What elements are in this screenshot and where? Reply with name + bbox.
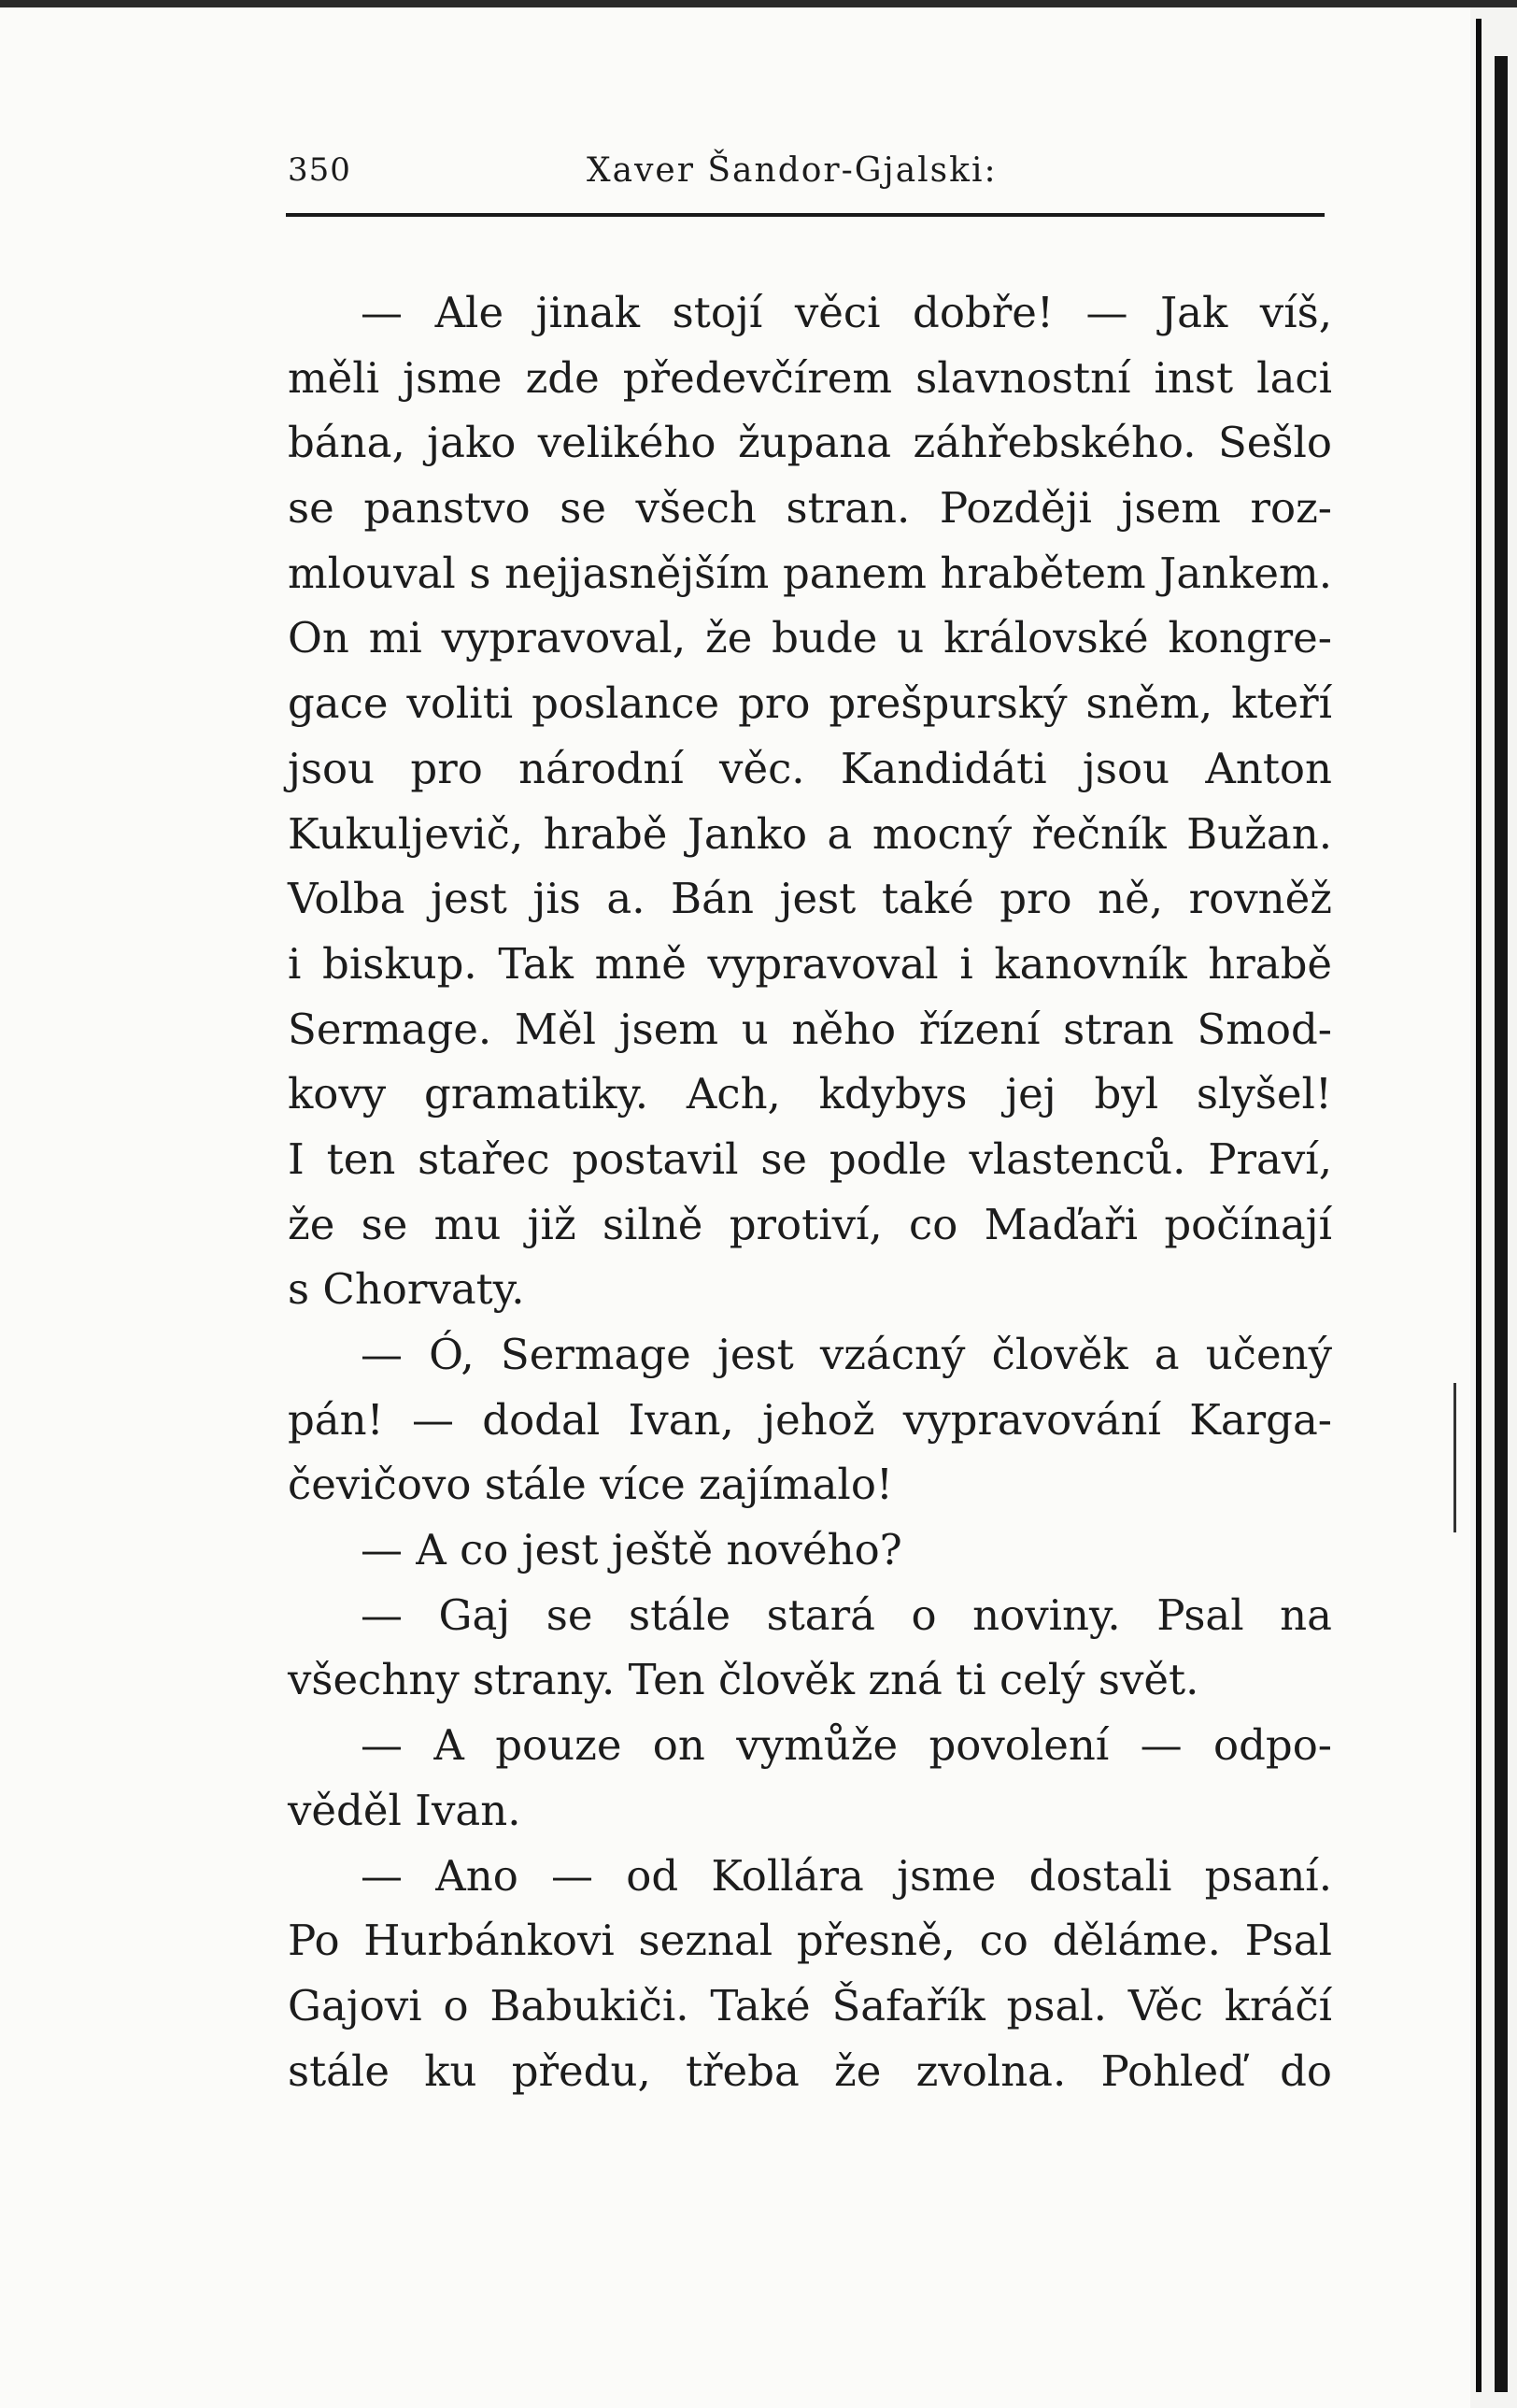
text-line: s Chorvaty. xyxy=(288,1264,525,1315)
text-line: kovy gramatiky. Ach, kdybys jej byl slyšel! xyxy=(288,1069,1332,1119)
text-line: bána, jako velikého župana záhřebského. Sešlo xyxy=(288,418,1332,468)
scan-border-top xyxy=(0,0,1517,7)
page-header xyxy=(288,151,1325,207)
text-line: měli jsme zde předevčírem slavnostní inst laci xyxy=(288,352,1332,403)
text-line: — Ano — od Kollára jsme dostali psaní. xyxy=(361,1850,1332,1901)
text-line: Volba jest jis a. Bán jest také pro ně, rovněž xyxy=(288,874,1332,924)
scan-border-right-inner xyxy=(1476,19,1482,2392)
text-line: Gajovi o Babukiči. Také Šafařík psal. Věc kráčí xyxy=(288,1980,1332,2030)
running-title: Xaver Šandor-Gjalski: xyxy=(587,151,998,190)
text-line: I ten stařec postavil se podle vlastenců. Praví, xyxy=(288,1133,1332,1184)
text-line: Sermage. Měl jsem u něho řízení stran Smod- xyxy=(288,1004,1332,1054)
text-line: Kukuljevič, hrabě Janko a mocný řečník Bužan. xyxy=(288,808,1332,859)
text-line: všechny strany. Ten člověk zná ti celý svět. xyxy=(288,1655,1199,1705)
text-line: — A pouze on vymůže povolení — odpo- xyxy=(361,1720,1332,1771)
text-line: jsou pro národní věc. Kandidáti jsou Anton xyxy=(288,743,1332,793)
text-line: věděl Ivan. xyxy=(288,1785,521,1835)
page-number: 350 xyxy=(288,151,351,189)
text-line: gace voliti poslance pro prešpurský sněm, kteří xyxy=(288,678,1332,729)
text-line: čevičovo stále více zajímalo! xyxy=(288,1460,893,1510)
text-line: — Gaj se stále stará o noviny. Psal na xyxy=(361,1589,1332,1640)
text-line: Po Hurbánkovi seznal přesně, co děláme. Psal xyxy=(288,1916,1332,1966)
text-line: že se mu již silně protiví, co Maďaři počínají xyxy=(288,1199,1332,1249)
text-line: pán! — dodal Ivan, jehož vypravování Karga- xyxy=(288,1394,1332,1445)
scan-border-right-outer xyxy=(1495,56,1508,2392)
text-line: — Ale jinak stojí věci dobře! — Jak víš, xyxy=(361,288,1332,337)
text-line: i biskup. Tak mně vypravoval i kanovník hrabě xyxy=(288,938,1332,989)
text-line: — Ó, Sermage jest vzácný člověk a učený xyxy=(361,1330,1332,1379)
body-text xyxy=(288,280,1332,2103)
text-line: stále ku předu, třeba že zvolna. Pohleď do xyxy=(288,2045,1332,2096)
text-line: se panstvo se všech stran. Později jsem roz- xyxy=(288,483,1332,534)
header-rule xyxy=(286,213,1325,217)
scan-mark xyxy=(1453,1383,1456,1532)
text-line: — A co jest ještě nového? xyxy=(361,1525,902,1575)
text-line: On mi vypravoval, že bude u královské kongre- xyxy=(288,613,1332,663)
text-line: mlouval s nejjasnějším panem hrabětem Jankem. xyxy=(288,548,1332,598)
